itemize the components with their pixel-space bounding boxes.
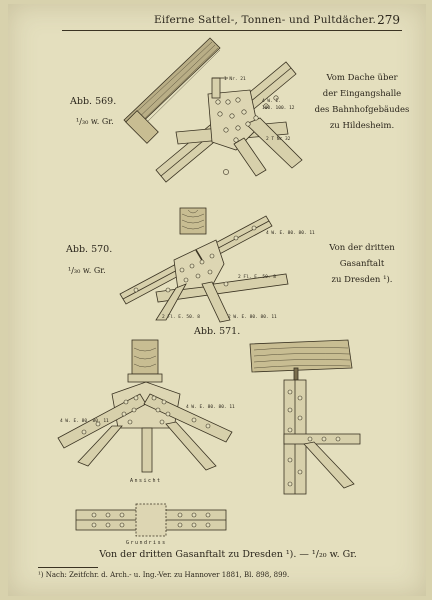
fig-571-view-label: Ansicht (130, 478, 162, 484)
book-page (8, 4, 426, 596)
fig-569-drawing (116, 32, 312, 182)
fig-571-side-view (244, 338, 368, 498)
page-number: 279 (377, 13, 400, 27)
fig-569-label: Abb. 569. (70, 96, 117, 107)
fig-570-caption: Von der dritten Gasanftalt zu Dresden ¹). (329, 243, 395, 285)
fig-570-mark-3: 2 Fl. E. 50. 8 (162, 315, 200, 320)
fig-571-mark-2: 4 W. E. 80. 80. 11 (186, 405, 235, 410)
fig-569-scale: ¹/₃₀ w. Gr. (76, 117, 114, 126)
fig-569-mark-2: 4 W. E. (262, 99, 281, 104)
fig-570-mark-4: 2 W. E. 80. 80. 11 (228, 315, 277, 320)
fig-571-mark-1: 4 W. E. 80. 80. 11 (60, 419, 109, 424)
running-header (62, 12, 402, 31)
fig-571-elevation (54, 336, 240, 486)
footnote: ¹) Nach: Zeitfchr. d. Arch.- u. Ing.-Ver. zu Hannover 1881, Bl. 898, 899. (38, 571, 290, 579)
fig-570-mark-2: 2 Fl. E. 50. 8 (238, 275, 276, 280)
fig-569-mark-3: 100. 100. 12 (262, 106, 295, 111)
fig-570-drawing (116, 204, 315, 326)
fig-570-label: Abb. 570. (66, 244, 113, 255)
bottom-caption: Von der dritten Gasanftalt zu Dresden ¹). — ¹/₂₀ w. Gr. (99, 549, 357, 560)
footnote-rule (38, 567, 98, 568)
fig-569-mark-1: 1 Nr. 21 (224, 77, 246, 82)
fig-569-mark-4: 2 T Nr 32 (266, 137, 291, 142)
header-title: Eiferne Sattel-, Tonnen- und Pultdächer. (154, 14, 377, 26)
fig-571-plan-label: Grundriss (126, 540, 167, 546)
fig-571-label: Abb. 571. (194, 326, 241, 337)
fig-570-mark-1: 4 W. E. 80. 80. 11 (266, 231, 315, 236)
fig-569-caption: Vom Dache über der Eingangshalle des Bahnhofgebäudes zu Hildesheim. (314, 73, 410, 131)
fig-570-scale: ¹/₃₀ w. Gr. (68, 266, 106, 275)
fig-571-plan (72, 502, 232, 546)
